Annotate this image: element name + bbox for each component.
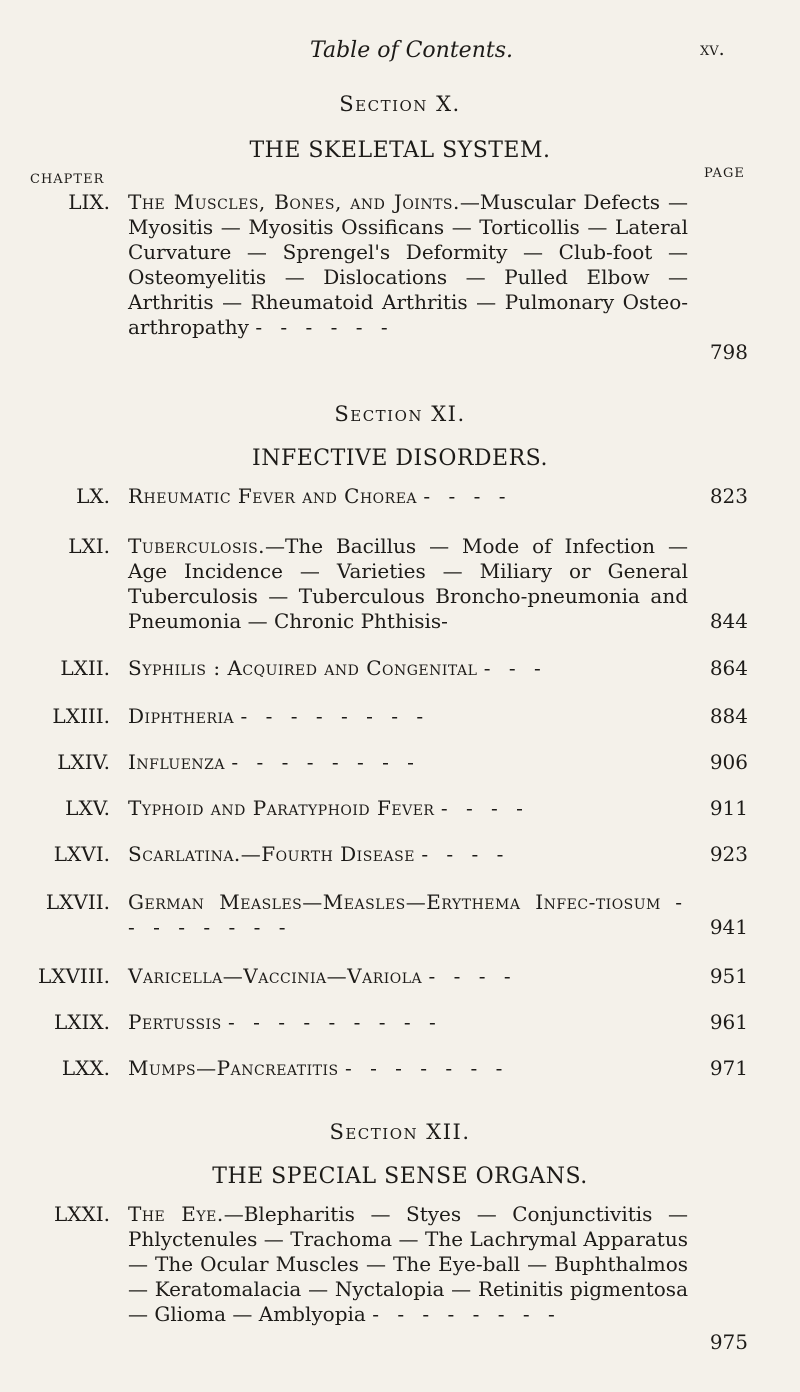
entry-lead: Mumps—Pancreatitis: [128, 1056, 339, 1080]
entry-lead: Scarlatina.—Fourth Disease: [128, 842, 415, 866]
leader-dots: - - - - - - -: [344, 1056, 509, 1080]
entry-lead: Rheumatic Fever and Chorea: [128, 484, 418, 508]
page-number: 911: [709, 796, 748, 820]
entry-lead: The Eye.: [128, 1202, 224, 1226]
leader-dots: - - - - - - - -: [372, 1302, 561, 1326]
entry-lead: The Muscles, Bones, and Joints.: [128, 190, 460, 214]
toc-entry: [128, 534, 688, 634]
toc-entry: [128, 1056, 688, 1081]
chapter-number: LXVIII.: [37, 964, 110, 988]
chapter-number: LXXI.: [53, 1202, 110, 1226]
leader-dots: - - - -: [428, 964, 517, 988]
toc-entry: [128, 842, 688, 867]
chapter-number: LXI.: [68, 534, 110, 558]
page-number: 923: [709, 842, 748, 866]
chapter-number: LXVII.: [45, 890, 110, 914]
toc-entry: [128, 484, 688, 509]
chapter-column-label: CHAPTER: [30, 172, 105, 187]
entry-lead: Influenza: [128, 750, 226, 774]
page-number: 951: [709, 964, 748, 988]
leader-dots: - - - - - - - -: [240, 704, 430, 728]
leader-dots: - - - -: [423, 484, 512, 508]
page-number: 941: [709, 915, 748, 939]
toc-entry: [128, 964, 688, 989]
leader-dots: - - - -: [421, 842, 510, 866]
page-number: 975: [709, 1330, 748, 1354]
section-label: Section XII.: [329, 1120, 471, 1144]
leader-dots: - - - - - - - - -: [228, 1010, 442, 1034]
page-number: 906: [709, 750, 748, 774]
toc-entry: [128, 656, 688, 681]
page-number: 844: [709, 609, 748, 633]
entry-text: —Blepharitis — Styes — Conjunctivitis — Phlyctenules — Trachoma — The Lachrymal Apparatus — The Ocular Muscles — The Eye-ball — Buphthalmos — Keratomalacia — Nyctalopia — Retinitis pigmentosa — Glioma — Amblyopia: [128, 1202, 688, 1326]
chapter-number: LXV.: [65, 796, 110, 820]
running-head: [0, 38, 800, 66]
entry-lead: Varicella—Vaccinia—Variola: [128, 964, 423, 988]
section-label: Section X.: [339, 92, 461, 116]
page-number: 971: [709, 1056, 748, 1080]
toc-entry: [128, 890, 688, 940]
page-column-label: PAGE: [704, 166, 745, 181]
leader-dots: - - - - - - - -: [231, 750, 420, 774]
chapter-number: LXVI.: [53, 842, 110, 866]
chapter-number: LXIII.: [52, 704, 110, 728]
entry-text: —Muscular Defects — Myositis — Myositis Ossificans — Torticollis — Lateral Curvature — Sprengel's Deformity — Club-foot — Osteomyelitis — Dislocations — Pulled Elbow — Arthritis — Rheumatoid Arthritis — Pulmonary Osteo-arthropathy: [128, 190, 689, 339]
section-title: THE SPECIAL SENSE ORGANS.: [212, 1164, 588, 1189]
section-title: THE SKELETAL SYSTEM.: [249, 138, 551, 163]
chapter-number: LX.: [76, 484, 110, 508]
leader-dots: - - - - - - - -: [128, 890, 689, 939]
entry-lead: Diphtheria: [128, 704, 235, 728]
entry-lead: Typhoid and Paratyphoid Fever: [128, 796, 435, 820]
toc-entry: [128, 1202, 688, 1327]
chapter-number: LIX.: [68, 190, 110, 214]
section-label: Section XI.: [334, 402, 466, 426]
leader-dots: - - - -: [440, 796, 529, 820]
toc-entry: [128, 704, 688, 729]
toc-entry: [128, 1010, 688, 1035]
leader-dots: - - -: [483, 656, 547, 680]
entry-lead: Syphilis : Acquired and Congenital: [128, 656, 478, 680]
toc-entry: [128, 750, 688, 775]
page-number: 798: [709, 340, 748, 364]
toc-entry: [128, 796, 688, 821]
page-number: 864: [709, 656, 748, 680]
page-number: 823: [709, 484, 748, 508]
section-title: INFECTIVE DISORDERS.: [252, 446, 548, 471]
entry-lead: Tuberculosis.: [128, 534, 266, 558]
running-title: Table of Contents.: [310, 38, 513, 63]
page-number: 961: [709, 1010, 748, 1034]
entry-lead: German Measles—Measles—Erythema Infec-tiosum: [128, 890, 661, 914]
toc-entry: [128, 190, 688, 340]
page-number: 884: [709, 704, 748, 728]
chapter-number: LXIX.: [53, 1010, 110, 1034]
running-page-number: xv.: [700, 38, 725, 60]
entry-text: —The Bacillus — Mode of Infection — Age Incidence — Varieties — Miliary or General Tuberculosis — Tuberculous Broncho-pneumonia and Pneumonia — Chronic Phthisis-: [128, 534, 688, 633]
leader-dots: - - - - - -: [255, 315, 394, 339]
chapter-number: LXII.: [60, 656, 110, 680]
chapter-number: LXX.: [61, 1056, 110, 1080]
chapter-number: LXIV.: [57, 750, 110, 774]
entry-lead: Pertussis: [128, 1010, 222, 1034]
